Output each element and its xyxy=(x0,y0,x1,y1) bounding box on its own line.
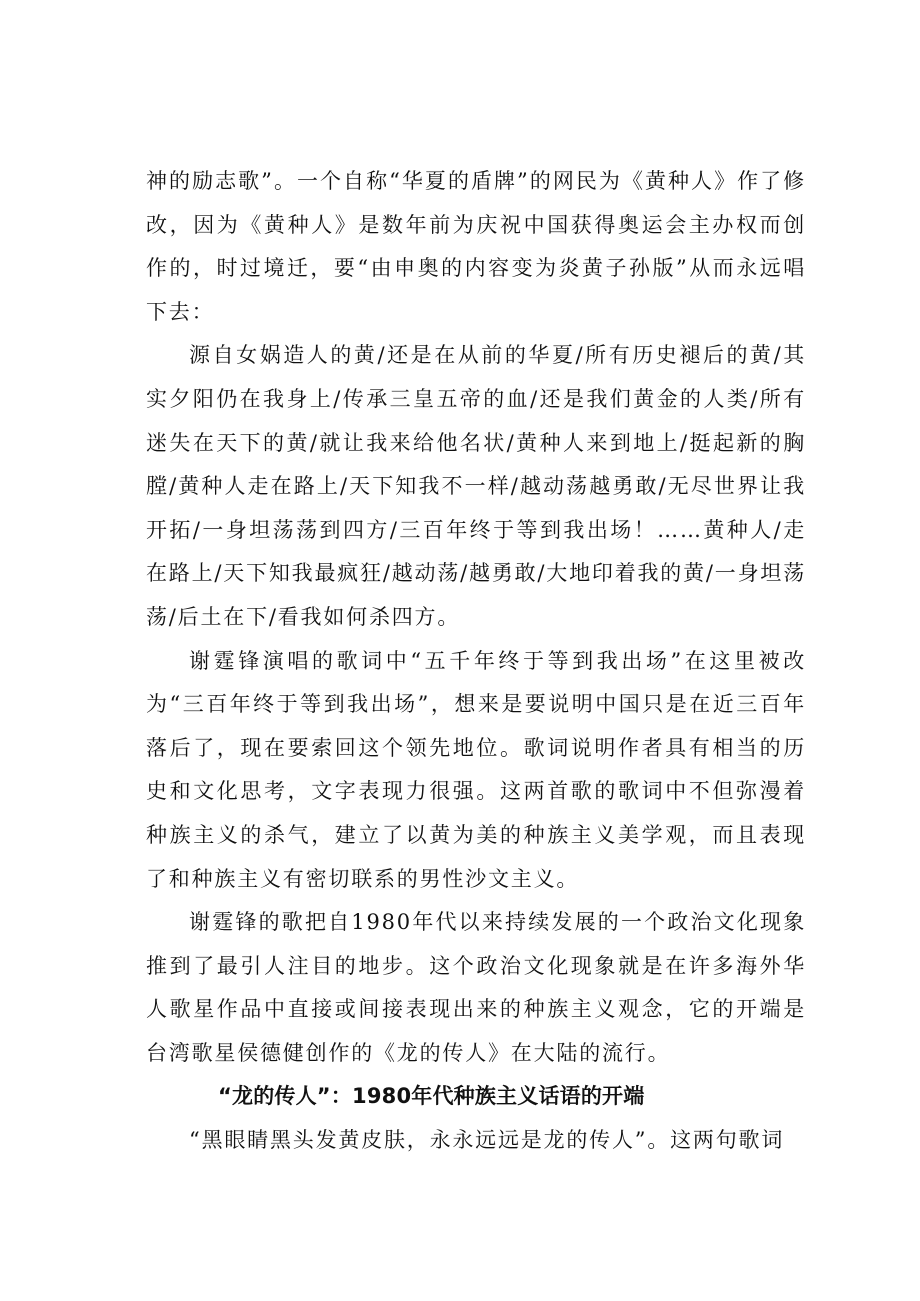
section-heading: “龙的传人”：1980年代种族主义话语的开端 xyxy=(218,1084,645,1109)
paragraph-lyrics: 源自女娲造人的黄/还是在从前的华夏/所有历史褪后的黄/其实夕阳仍在我身上/传承三皇五帝的血/还是我们黄金的人类/所有迷失在天下的黄/就让我来给他名状/黄种人来到地上/挺起新的胸膛/黄种人走在路上/天下知我不一样/越动荡越勇敢/无尽世界让我开拓/一身坦荡荡到四方/三百年终于等到我出场！……黄种人/走在路上/天下知我最疯狂/越动荡/越勇敢/大地印着我的黄/一身坦荡荡/后土在下/看我如何杀四方。 xyxy=(146,343,806,629)
paragraph-context: 谢霆锋的歌把自1980年代以来持续发展的一个政治文化现象推到了最引人注目的地步。这个政治文化现象就是在许多海外华人歌星作品中直接或间接表现出来的种族主义观念，它的开端是台湾歌星侯德健创作的《龙的传人》在大陆的流行。 xyxy=(146,910,806,1065)
paragraph-analysis: 谢霆锋演唱的歌词中“五千年终于等到我出场”在这里被改为“三百年终于等到我出场”，想来是要说明中国只是在近三百年落后了，现在要索回这个领先地位。歌词说明作者具有相当的历史和文化思考，文字表现力很强。这两首歌的歌词中不但弥漫着种族主义的杀气，建立了以黄为美的种族主义美学观，而且表现了和种族主义有密切联系的男性沙文主义。 xyxy=(146,648,806,891)
paragraph-intro: 神的励志歌”。一个自称“华夏的盾牌”的网民为《黄种人》作了修改，因为《黄种人》是数年前为庆祝中国获得奥运会主办权而创作的，时过境迁，要“由申奥的内容变为炎黄子孙版”从而永远唱下去： xyxy=(146,169,806,324)
document-body xyxy=(146,160,806,1163)
paragraph-section-start: “黑眼睛黑头发黄皮肤，永永远远是龙的传人”。这两句歌词 xyxy=(189,1128,785,1153)
